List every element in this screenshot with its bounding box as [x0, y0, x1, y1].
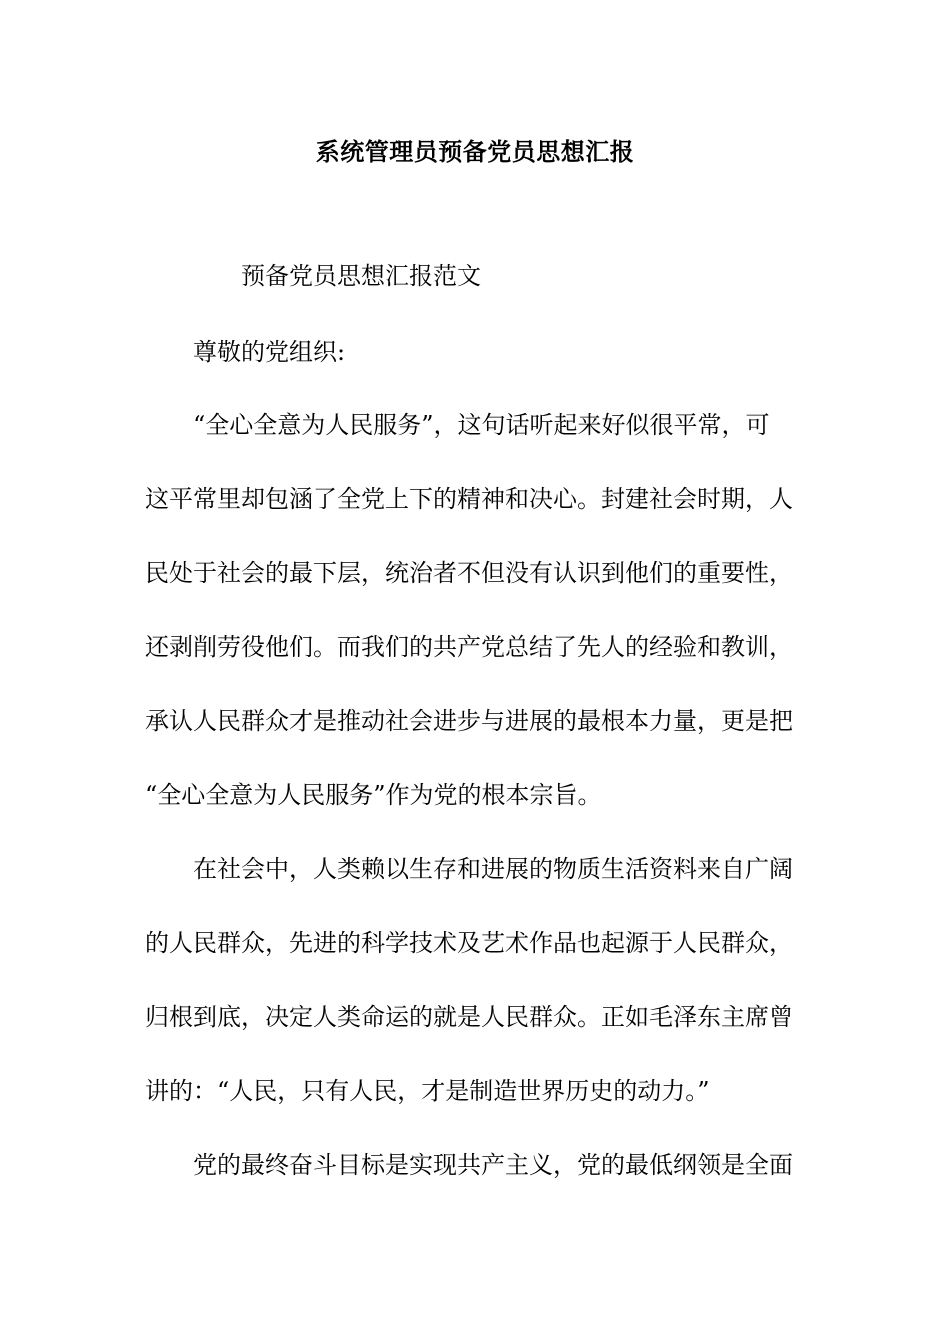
document-title: 系统管理员预备党员思想汇报 [315, 137, 635, 166]
paragraph-1-line-2: 这平常里却包涵了全党上下的精神和决心。封建社会时期，人 [145, 485, 793, 513]
paragraph-1-line-3: 民处于社会的最下层，统治者不但没有认识到他们的重要性， [145, 559, 793, 587]
paragraph-3-line-1: 党的最终奋斗目标是实现共产主义，党的最低纲领是全面 [193, 1151, 793, 1179]
paragraph-1-line-6: “全心全意为人民服务”作为党的根本宗旨。 [145, 781, 602, 809]
document-subtitle: 预备党员思想汇报范文 [241, 262, 481, 290]
paragraph-1-line-4: 还剥削劳役他们。而我们的共产党总结了先人的经验和教训， [145, 633, 793, 661]
paragraph-2-line-3: 归根到底，决定人类命运的就是人民群众。正如毛泽东主席曾 [145, 1003, 793, 1031]
paragraph-2-line-2: 的人民群众，先进的科学技术及艺术作品也起源于人民群众， [145, 929, 793, 957]
paragraph-2-line-4: 讲的：“人民，只有人民，才是制造世界历史的动力。” [145, 1077, 710, 1105]
paragraph-1-line-5: 承认人民群众才是推动社会进步与进展的最根本力量，更是把 [145, 707, 793, 735]
paragraph-1-line-1: “全心全意为人民服务”，这句话听起来好似很平常，可 [193, 411, 770, 439]
salutation: 尊敬的党组织: [193, 338, 346, 366]
paragraph-2-line-1: 在社会中，人类赖以生存和进展的物质生活资料来自广阔 [193, 855, 793, 883]
